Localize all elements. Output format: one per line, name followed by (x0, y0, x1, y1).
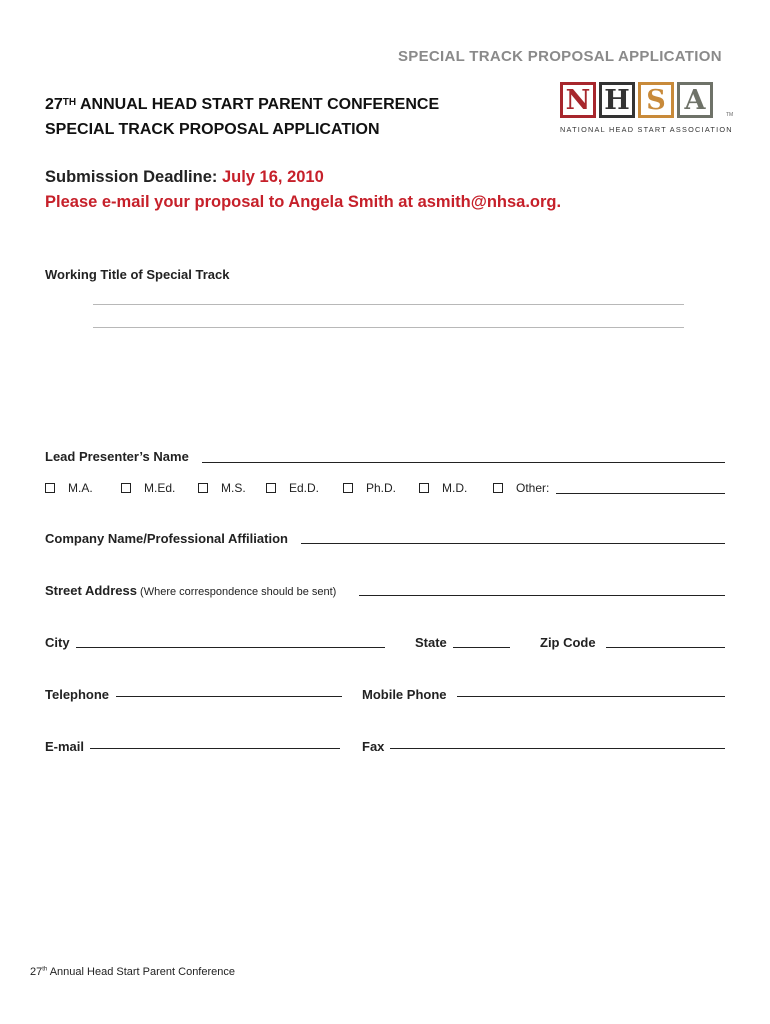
degree-edd[interactable]: Ed.D. (266, 481, 343, 495)
logo-letter-a: A (677, 82, 713, 118)
city-label: City (45, 635, 70, 650)
logo-letter-s: S (638, 82, 674, 118)
logo-letter-blocks (560, 82, 730, 118)
email-field[interactable] (90, 748, 340, 749)
conference-title (45, 92, 439, 142)
degree-ms[interactable]: M.S. (198, 481, 266, 495)
state-field[interactable] (453, 647, 510, 648)
page-footer: 27th Annual Head Start Parent Conference (30, 966, 235, 978)
zip-code-field[interactable] (606, 647, 725, 648)
working-title-line-1[interactable] (93, 304, 684, 305)
conference-number: 27 (45, 96, 63, 113)
mobile-phone-label: Mobile Phone (362, 687, 447, 702)
lead-presenter-label: Lead Presenter’s Name (45, 449, 189, 464)
checkbox-icon[interactable] (266, 483, 276, 493)
email-label: E-mail (45, 739, 85, 754)
company-field[interactable] (301, 543, 725, 544)
conference-suffix: TH (62, 97, 77, 108)
street-address-label: Street Address (Where correspondence should be sent) (45, 583, 337, 598)
trademark-mark: TM (726, 112, 734, 118)
checkbox-icon[interactable] (493, 483, 503, 493)
logo-letter-n: N (560, 82, 596, 118)
telephone-field[interactable] (116, 696, 342, 697)
degree-other-field[interactable] (556, 493, 725, 494)
submission-instruction: Please e-mail your proposal to Angela Smith at asmith@nhsa.org. (45, 193, 562, 211)
state-label: State (415, 635, 447, 650)
logo-letter-h: H (599, 82, 635, 118)
city-field[interactable] (76, 647, 385, 648)
working-title-line-2[interactable] (93, 327, 684, 328)
company-label: Company Name/Professional Affiliation (45, 531, 288, 546)
checkbox-icon[interactable] (45, 483, 55, 493)
street-address-field[interactable] (359, 595, 725, 596)
checkbox-icon[interactable] (121, 483, 131, 493)
checkbox-icon[interactable] (419, 483, 429, 493)
telephone-label: Telephone (45, 687, 110, 702)
street-address-note: (Where correspondence should be sent) (137, 586, 337, 598)
deadline-label: Submission Deadline: (45, 168, 222, 186)
conference-line1-text: ANNUAL HEAD START PARENT CONFERENCE (76, 96, 440, 113)
checkbox-icon[interactable] (343, 483, 353, 493)
degree-med[interactable]: M.Ed. (121, 481, 198, 495)
conference-title-line1 (45, 92, 439, 117)
mobile-phone-field[interactable] (457, 696, 725, 697)
fax-label: Fax (362, 739, 385, 754)
degree-md[interactable]: M.D. (419, 481, 493, 495)
lead-presenter-field[interactable] (202, 462, 725, 463)
degree-options (45, 481, 549, 495)
working-title-label: Working Title of Special Track (45, 267, 230, 282)
deadline-date: July 16, 2010 (221, 168, 324, 186)
fax-field[interactable] (390, 748, 725, 749)
nhsa-logo (560, 82, 734, 142)
logo-tagline: NATIONAL HEAD START ASSOCIATION (560, 125, 733, 134)
degree-other[interactable]: Other: (493, 481, 549, 495)
degree-ma[interactable]: M.A. (45, 481, 121, 495)
degree-phd[interactable]: Ph.D. (343, 481, 419, 495)
page-header-title: SPECIAL TRACK PROPOSAL APPLICATION (398, 48, 722, 65)
checkbox-icon[interactable] (198, 483, 208, 493)
zip-code-label: Zip Code (540, 635, 596, 650)
submission-deadline (45, 165, 561, 215)
conference-title-line2: SPECIAL TRACK PROPOSAL APPLICATION (45, 121, 380, 138)
